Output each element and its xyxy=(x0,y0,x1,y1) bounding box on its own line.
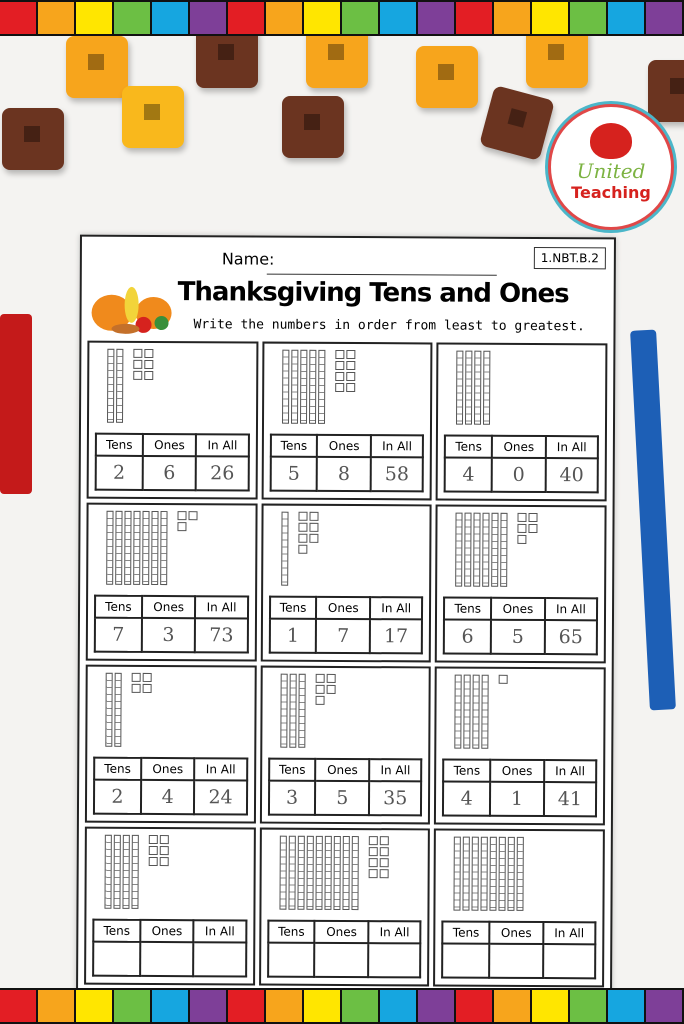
stripe-square xyxy=(380,2,418,34)
stripe-square xyxy=(456,2,494,34)
ten-rod xyxy=(107,349,114,423)
one-cube xyxy=(309,534,318,543)
answer-table xyxy=(268,758,423,817)
header-ones: Ones xyxy=(490,760,544,782)
one-cube xyxy=(188,511,197,520)
header-tens: Tens xyxy=(94,758,141,780)
header-in-all: In All xyxy=(546,436,598,458)
stripe-square xyxy=(228,2,266,34)
ten-rod xyxy=(454,837,461,911)
ten-rod xyxy=(481,837,488,911)
answer-table xyxy=(443,597,598,656)
ten-rod xyxy=(463,837,470,911)
header-ones: Ones xyxy=(491,598,545,620)
header-tens: Tens xyxy=(270,435,317,457)
in-all-answer[interactable]: 73 xyxy=(195,618,247,652)
stripe-square xyxy=(342,2,380,34)
base-ten-blocks xyxy=(267,836,422,915)
header-in-all: In All xyxy=(371,435,423,457)
one-cube xyxy=(298,512,307,521)
stripe-square xyxy=(608,2,646,34)
ten-rod xyxy=(455,513,462,587)
ten-rod xyxy=(115,511,122,585)
base-ten-blocks xyxy=(443,513,598,592)
header-in-all: In All xyxy=(196,434,248,456)
ones-answer[interactable]: 4 xyxy=(141,780,195,814)
one-cube xyxy=(315,696,324,705)
name-label: Name: xyxy=(221,249,275,269)
united-teaching-logo xyxy=(548,104,674,230)
red-marker xyxy=(0,314,32,494)
one-cube xyxy=(346,383,355,392)
header-tens: Tens xyxy=(443,760,490,782)
header-tens: Tens xyxy=(96,434,143,456)
ones-answer[interactable]: 6 xyxy=(142,456,196,490)
stripe-square xyxy=(266,990,304,1022)
header-ones: Ones xyxy=(317,435,371,457)
ten-rod xyxy=(300,350,307,424)
ten-rod xyxy=(508,837,515,911)
header-in-all: In All xyxy=(369,759,421,781)
ten-rod xyxy=(483,351,490,425)
in-all-answer[interactable] xyxy=(194,942,246,976)
one-cube xyxy=(518,535,527,544)
one-cube xyxy=(144,360,153,369)
tens-answer[interactable] xyxy=(442,944,489,978)
header-ones: Ones xyxy=(492,436,546,458)
stripe-square xyxy=(114,990,152,1022)
answer-table xyxy=(268,596,423,655)
stripe-square xyxy=(38,990,76,1022)
tens-answer[interactable]: 2 xyxy=(96,456,143,490)
ten-rod xyxy=(490,837,497,911)
one-cube xyxy=(133,349,142,358)
ten-rod xyxy=(351,836,358,910)
ten-rod xyxy=(106,511,113,585)
problem-cell xyxy=(87,341,258,500)
harvest-clipart-icon xyxy=(89,279,175,337)
ten-rod xyxy=(124,511,131,585)
ten-rod xyxy=(291,350,298,424)
worksheet xyxy=(76,235,616,998)
header-tens: Tens xyxy=(270,597,317,619)
in-all-answer[interactable]: 17 xyxy=(370,619,422,653)
bottom-rainbow-border xyxy=(0,988,684,1024)
answer-table xyxy=(269,434,424,493)
base-ten-blocks xyxy=(442,837,597,916)
logo-line2: Teaching xyxy=(571,183,651,202)
problem-cell xyxy=(434,666,605,825)
problem-cell xyxy=(259,828,430,987)
one-cube xyxy=(335,383,344,392)
one-cube xyxy=(335,372,344,381)
ten-rod xyxy=(105,673,112,747)
unifix-cube xyxy=(66,36,128,98)
ten-rod xyxy=(324,836,331,910)
base-ten-blocks xyxy=(95,349,250,428)
ones-answer[interactable] xyxy=(140,942,194,976)
ten-rod xyxy=(456,351,463,425)
ten-rod xyxy=(116,349,123,423)
stripe-square xyxy=(380,990,418,1022)
tens-answer[interactable] xyxy=(268,943,315,977)
ten-rod xyxy=(122,835,129,909)
stripe-square xyxy=(494,2,532,34)
ones-answer[interactable]: 0 xyxy=(492,458,546,492)
one-cube xyxy=(368,858,377,867)
stripe-square xyxy=(0,990,38,1022)
tens-answer[interactable]: 2 xyxy=(94,780,141,814)
problem-cell xyxy=(436,342,607,501)
base-ten-blocks xyxy=(268,674,423,753)
ten-rod xyxy=(499,837,506,911)
unifix-cube xyxy=(648,60,684,122)
in-all-answer[interactable]: 41 xyxy=(544,782,596,816)
one-cube xyxy=(379,858,388,867)
ten-rod xyxy=(517,837,524,911)
ten-rod xyxy=(482,513,489,587)
header-tens: Tens xyxy=(443,922,490,944)
one-cube xyxy=(133,371,142,380)
header-ones: Ones xyxy=(143,434,197,456)
ten-rod xyxy=(282,350,289,424)
header-in-all: In All xyxy=(545,598,597,620)
worksheet-title: Thanksgiving Tens and Ones xyxy=(177,277,569,310)
stripe-square xyxy=(532,990,570,1022)
ten-rod xyxy=(464,513,471,587)
one-cube xyxy=(368,869,377,878)
ten-rod xyxy=(160,511,167,585)
stripe-square xyxy=(190,2,228,34)
stripe-square xyxy=(342,990,380,1022)
ten-rod xyxy=(315,836,322,910)
tens-answer[interactable]: 3 xyxy=(269,781,316,815)
header-tens: Tens xyxy=(268,921,315,943)
header-ones: Ones xyxy=(141,758,195,780)
one-cube xyxy=(368,847,377,856)
unifix-cube xyxy=(2,108,64,170)
ten-rod xyxy=(309,350,316,424)
stripe-square xyxy=(228,990,266,1022)
one-cube xyxy=(326,674,335,683)
stripe-square xyxy=(76,2,114,34)
ten-rod xyxy=(280,674,287,748)
one-cube xyxy=(335,361,344,370)
answer-table xyxy=(267,920,422,979)
in-all-answer[interactable]: 40 xyxy=(545,458,597,492)
one-cube xyxy=(379,869,388,878)
ten-rod xyxy=(289,674,296,748)
problem-grid xyxy=(84,341,607,988)
ten-rod xyxy=(473,513,480,587)
ten-rod xyxy=(281,512,288,586)
tens-answer[interactable]: 4 xyxy=(445,458,492,492)
header-tens: Tens xyxy=(269,759,316,781)
ten-rod xyxy=(297,836,304,910)
answer-table xyxy=(94,595,249,654)
tens-answer[interactable]: 6 xyxy=(444,620,491,654)
stripe-square xyxy=(532,2,570,34)
ten-rod xyxy=(104,835,111,909)
stripe-square xyxy=(608,990,646,1022)
header-tens: Tens xyxy=(93,920,140,942)
one-cube xyxy=(379,836,388,845)
in-all-answer[interactable]: 65 xyxy=(545,620,597,654)
one-cube xyxy=(133,360,142,369)
apple-icon xyxy=(590,123,632,159)
stripe-square xyxy=(494,990,532,1022)
one-cube xyxy=(132,684,141,693)
stripe-square xyxy=(190,990,228,1022)
header-in-all: In All xyxy=(195,596,247,618)
base-ten-blocks xyxy=(92,835,247,914)
answer-table xyxy=(444,435,599,494)
ones-answer[interactable]: 5 xyxy=(491,620,545,654)
stripe-square xyxy=(304,990,342,1022)
one-cube xyxy=(335,350,344,359)
header-in-all: In All xyxy=(195,758,247,780)
stripe-square xyxy=(114,2,152,34)
ten-rod xyxy=(342,836,349,910)
ten-rod xyxy=(306,836,313,910)
one-cube xyxy=(177,511,186,520)
header-tens: Tens xyxy=(444,598,491,620)
stripe-square xyxy=(570,990,608,1022)
stripe-square xyxy=(418,2,456,34)
problem-cell xyxy=(261,342,432,501)
ten-rod xyxy=(333,836,340,910)
base-ten-blocks xyxy=(94,511,249,590)
ten-rod xyxy=(318,350,325,424)
pencil xyxy=(630,330,676,711)
header-ones: Ones xyxy=(316,597,370,619)
tens-answer[interactable]: 7 xyxy=(95,618,142,652)
in-all-answer[interactable] xyxy=(543,944,595,978)
ones-answer[interactable] xyxy=(315,943,369,977)
one-cube xyxy=(144,349,153,358)
in-all-answer[interactable]: 24 xyxy=(194,780,246,814)
top-rainbow-border xyxy=(0,0,684,36)
one-cube xyxy=(149,857,158,866)
ones-answer[interactable]: 5 xyxy=(315,781,369,815)
tens-answer[interactable]: 1 xyxy=(269,619,316,653)
one-cube xyxy=(518,513,527,522)
one-cube xyxy=(499,675,508,684)
in-all-answer[interactable]: 26 xyxy=(196,456,248,490)
ten-rod xyxy=(482,675,489,749)
ones-answer[interactable]: 7 xyxy=(316,619,370,653)
problem-cell xyxy=(435,504,606,663)
base-ten-blocks xyxy=(444,351,599,430)
one-cube xyxy=(346,361,355,370)
stripe-square xyxy=(152,990,190,1022)
base-ten-blocks xyxy=(270,350,425,429)
one-cube xyxy=(346,350,355,359)
base-ten-blocks xyxy=(269,512,424,591)
header-ones: Ones xyxy=(316,759,370,781)
stripe-square xyxy=(266,2,304,34)
ten-rod xyxy=(472,837,479,911)
one-cube xyxy=(309,512,318,521)
header-tens: Tens xyxy=(95,596,142,618)
ten-rod xyxy=(142,511,149,585)
ten-rod xyxy=(474,351,481,425)
one-cube xyxy=(368,836,377,845)
one-cube xyxy=(379,847,388,856)
base-ten-blocks xyxy=(443,675,598,754)
header-in-all: In All xyxy=(544,760,596,782)
one-cube xyxy=(144,371,153,380)
stripe-square xyxy=(76,990,114,1022)
ten-rod xyxy=(151,511,158,585)
one-cube xyxy=(518,524,527,533)
header-tens: Tens xyxy=(445,436,492,458)
one-cube xyxy=(529,513,538,522)
ones-answer[interactable] xyxy=(489,944,543,978)
header-ones: Ones xyxy=(315,921,369,943)
tens-answer[interactable]: 4 xyxy=(443,782,490,816)
one-cube xyxy=(529,524,538,533)
ten-rod xyxy=(113,835,120,909)
header-ones: Ones xyxy=(489,922,543,944)
one-cube xyxy=(149,835,158,844)
problem-cell xyxy=(86,503,257,662)
answer-table xyxy=(442,759,597,818)
ten-rod xyxy=(465,351,472,425)
one-cube xyxy=(143,673,152,682)
one-cube xyxy=(298,545,307,554)
ten-rod xyxy=(288,836,295,910)
answer-table xyxy=(92,919,247,978)
ten-rod xyxy=(279,836,286,910)
ten-rod xyxy=(114,673,121,747)
problem-cell xyxy=(85,665,256,824)
one-cube xyxy=(177,522,186,531)
unifix-cube xyxy=(416,46,478,108)
standard-badge: 1.NBT.B.2 xyxy=(534,247,606,269)
one-cube xyxy=(160,846,169,855)
one-cube xyxy=(326,685,335,694)
ten-rod xyxy=(464,675,471,749)
one-cube xyxy=(346,372,355,381)
unifix-cube xyxy=(122,86,184,148)
ones-answer[interactable]: 3 xyxy=(142,618,196,652)
unifix-cube xyxy=(282,96,344,158)
instructions: Write the numbers in order from least to greatest. xyxy=(193,317,585,335)
ten-rod xyxy=(491,513,498,587)
header-in-all: In All xyxy=(370,597,422,619)
header-in-all: In All xyxy=(543,922,595,944)
ten-rod xyxy=(298,674,305,748)
ten-rod xyxy=(133,511,140,585)
one-cube xyxy=(298,534,307,543)
header-in-all: In All xyxy=(368,921,420,943)
stripe-square xyxy=(304,2,342,34)
one-cube xyxy=(143,684,152,693)
one-cube xyxy=(309,523,318,532)
stripe-square xyxy=(646,990,684,1022)
stripe-square xyxy=(646,2,684,34)
stripe-square xyxy=(456,990,494,1022)
problem-cell xyxy=(433,828,604,987)
tens-answer[interactable]: 5 xyxy=(270,457,317,491)
ten-rod xyxy=(473,675,480,749)
problem-cell xyxy=(260,504,431,663)
answer-table xyxy=(441,921,596,980)
name-field[interactable] xyxy=(267,274,497,276)
in-all-answer[interactable]: 58 xyxy=(371,457,423,491)
ten-rod xyxy=(500,513,507,587)
ten-rod xyxy=(131,835,138,909)
one-cube xyxy=(160,835,169,844)
stripe-square xyxy=(570,2,608,34)
header-ones: Ones xyxy=(142,596,196,618)
tens-answer[interactable] xyxy=(93,942,140,976)
in-all-answer[interactable]: 35 xyxy=(369,781,421,815)
stripe-square xyxy=(38,2,76,34)
in-all-answer[interactable] xyxy=(368,943,420,977)
header-in-all: In All xyxy=(194,920,246,942)
problem-cell xyxy=(84,827,255,986)
one-cube xyxy=(132,673,141,682)
ones-answer[interactable]: 1 xyxy=(490,782,544,816)
one-cube xyxy=(298,523,307,532)
answer-table xyxy=(95,433,250,492)
one-cube xyxy=(149,846,158,855)
answer-table xyxy=(93,757,248,816)
stripe-square xyxy=(418,990,456,1022)
one-cube xyxy=(315,685,324,694)
header-ones: Ones xyxy=(140,920,194,942)
unifix-cube xyxy=(479,85,555,161)
base-ten-blocks xyxy=(93,673,248,752)
one-cube xyxy=(160,857,169,866)
ten-rod xyxy=(455,675,462,749)
stripe-square xyxy=(0,2,38,34)
stripe-square xyxy=(152,2,190,34)
one-cube xyxy=(315,674,324,683)
problem-cell xyxy=(260,666,431,825)
logo-line1: United xyxy=(576,159,646,183)
ones-answer[interactable]: 8 xyxy=(317,457,371,491)
